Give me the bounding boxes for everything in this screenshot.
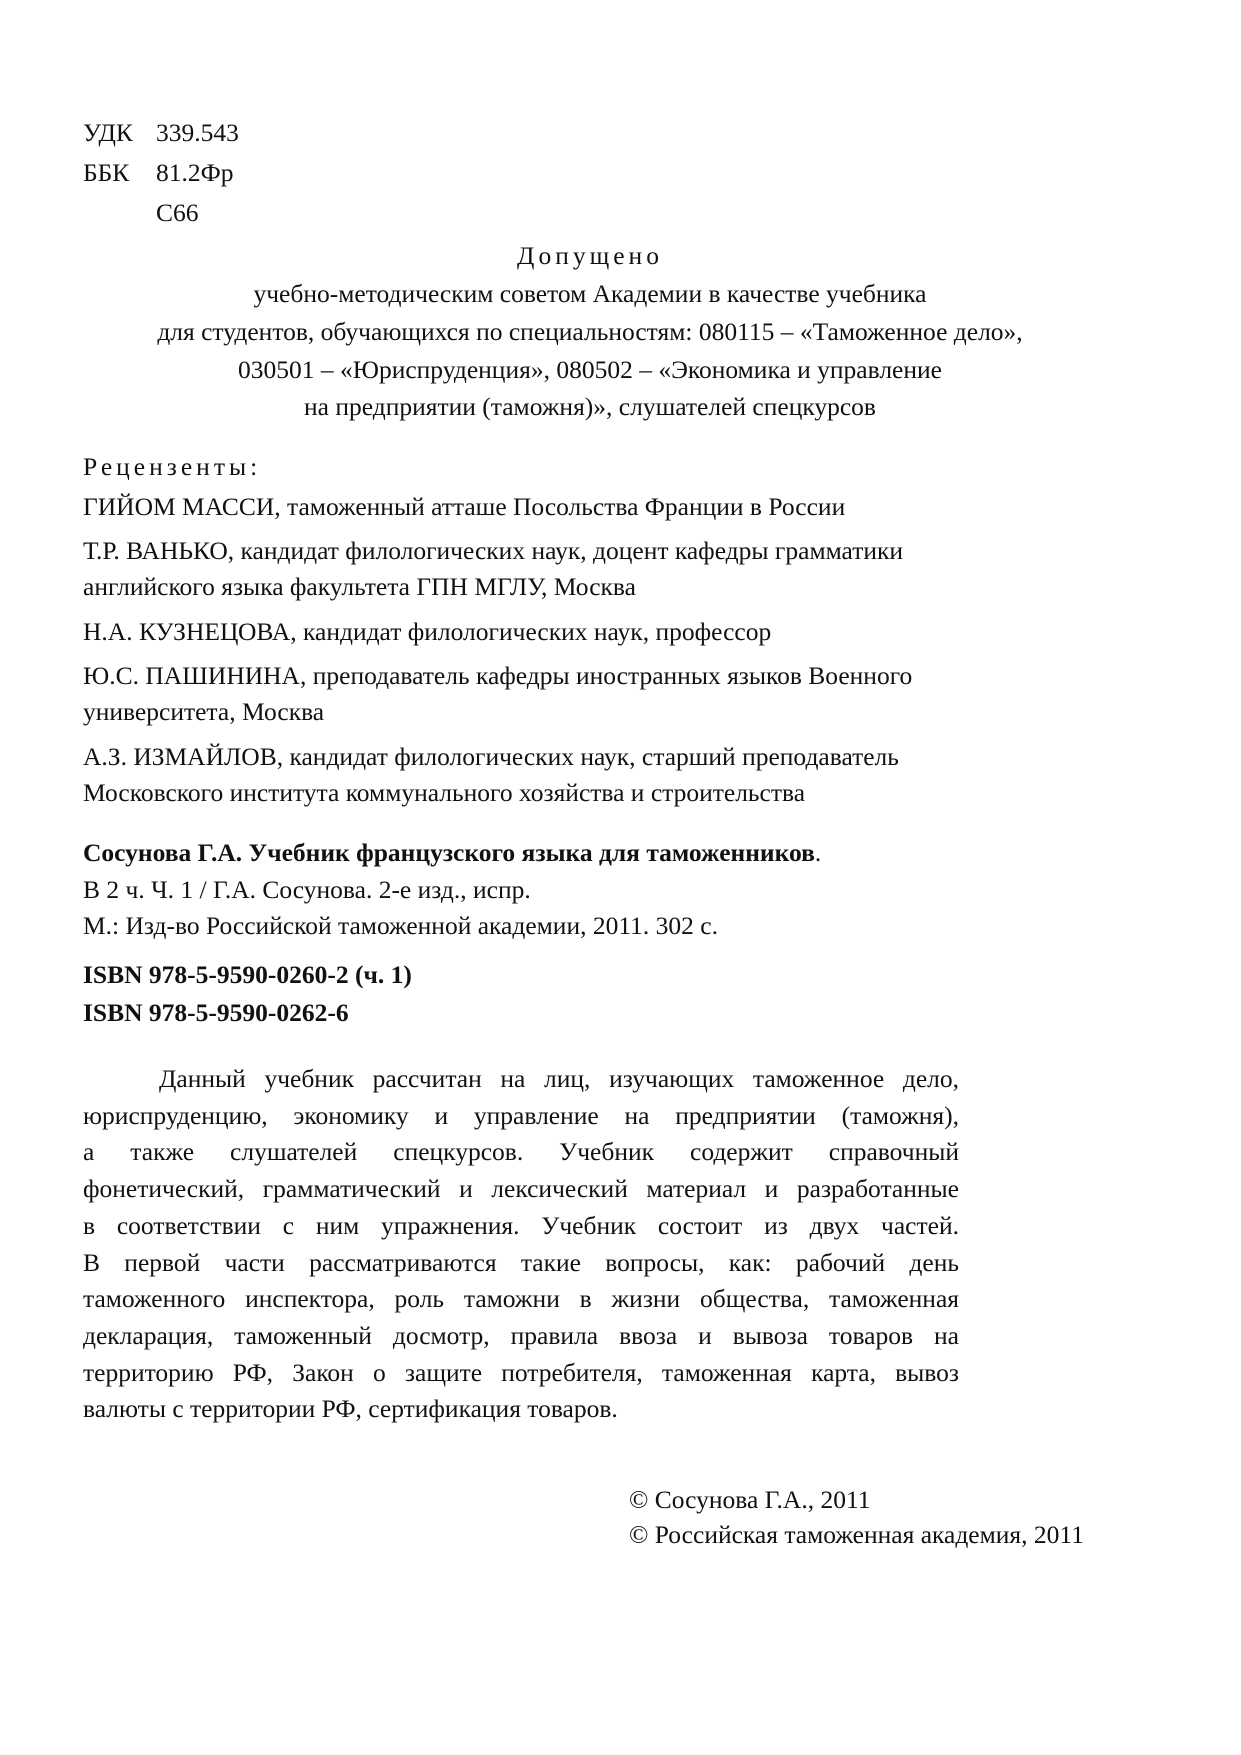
abstract-line: таможенного инспектора, роль таможни в жизни общества, таможенная bbox=[83, 1284, 959, 1314]
abstract-line: фонетический, грамматический и лексический материал и разработанные bbox=[83, 1174, 959, 1204]
approval-line: на предприятии (таможня)», слушателей спецкурсов bbox=[304, 392, 876, 421]
reviewer-line: английского языка факультета ГПН МГЛУ, Москва bbox=[83, 572, 636, 601]
reviewer-line: А.З. ИЗМАЙЛОВ, кандидат филологических наук, старший преподаватель bbox=[83, 742, 899, 771]
abstract-line: В первой части рассматриваются такие вопросы, как: рабочий день bbox=[83, 1247, 959, 1277]
udk-label: УДК bbox=[83, 118, 133, 147]
bbk-value: 81.2Фр bbox=[156, 158, 234, 187]
reviewer-line: ГИЙОМ МАССИ, таможенный атташе Посольства Франции в России bbox=[83, 492, 846, 521]
isbn-line: ISBN 978-5-9590-0262-6 bbox=[83, 998, 349, 1027]
author-mark: С66 bbox=[156, 198, 199, 227]
isbn-line: ISBN 978-5-9590-0260-2 (ч. 1) bbox=[83, 960, 412, 989]
bbk-label: ББК bbox=[83, 158, 130, 187]
reviewer-line: Ю.С. ПАШИНИНА, преподаватель кафедры иностранных языков Военного bbox=[83, 661, 913, 690]
book-title: Сосунова Г.А. Учебник французского языка для таможенников bbox=[83, 838, 815, 867]
reviewer-line: Н.А. КУЗНЕЦОВА, кандидат филологических наук, профессор bbox=[83, 617, 772, 646]
bibliographic-line: М.: Изд-во Российской таможенной академии, 2011. 302 с. bbox=[83, 911, 718, 940]
copyright-line: © Российская таможенная академия, 2011 bbox=[629, 1520, 1084, 1549]
abstract-line: юриспруденцию, экономику и управление на предприятии (таможня), bbox=[83, 1100, 959, 1130]
bibliographic-title bbox=[83, 840, 821, 866]
abstract-line: в соответствии с ним упражнения. Учебник состоит из двух частей. bbox=[83, 1210, 959, 1240]
abstract-line: а также слушателей спецкурсов. Учебник содержит справочный bbox=[83, 1137, 959, 1167]
reviewer-line: Московского института коммунального хозяйства и строительства bbox=[83, 778, 806, 807]
abstract-line: валюты с территории РФ, сертификация товаров. bbox=[83, 1394, 618, 1424]
udk-value: 339.543 bbox=[156, 118, 239, 147]
copyright-line: © Сосунова Г.А., 2011 bbox=[629, 1485, 871, 1514]
abstract-line: Данный учебник рассчитан на лиц, изучающих таможенное дело, bbox=[159, 1064, 959, 1093]
title-period: . bbox=[814, 838, 822, 867]
reviewer-line: университета, Москва bbox=[83, 697, 325, 726]
abstract-line: декларация, таможенный досмотр, правила ввоза и вывоза товаров на bbox=[83, 1320, 959, 1350]
reviewer-line: Т.Р. ВАНЬКО, кандидат филологических наук, доцент кафедры грамматики bbox=[83, 536, 904, 565]
reviewers-heading: Рецензенты: bbox=[83, 452, 262, 481]
abstract-line: территорию РФ, Закон о защите потребителя, таможенная карта, вывоз bbox=[83, 1357, 959, 1387]
approval-line: для студентов, обучающихся по специальностям: 080115 – «Таможенное дело», bbox=[157, 317, 1023, 346]
approval-line: учебно-методическим советом Академии в качестве учебника bbox=[253, 279, 927, 308]
approval-heading: Допущено bbox=[517, 241, 663, 270]
bibliographic-line: В 2 ч. Ч. 1 / Г.А. Сосунова. 2-е изд., испр. bbox=[83, 875, 531, 904]
approval-line: 030501 – «Юриспруденция», 080502 – «Экономика и управление bbox=[237, 355, 942, 384]
